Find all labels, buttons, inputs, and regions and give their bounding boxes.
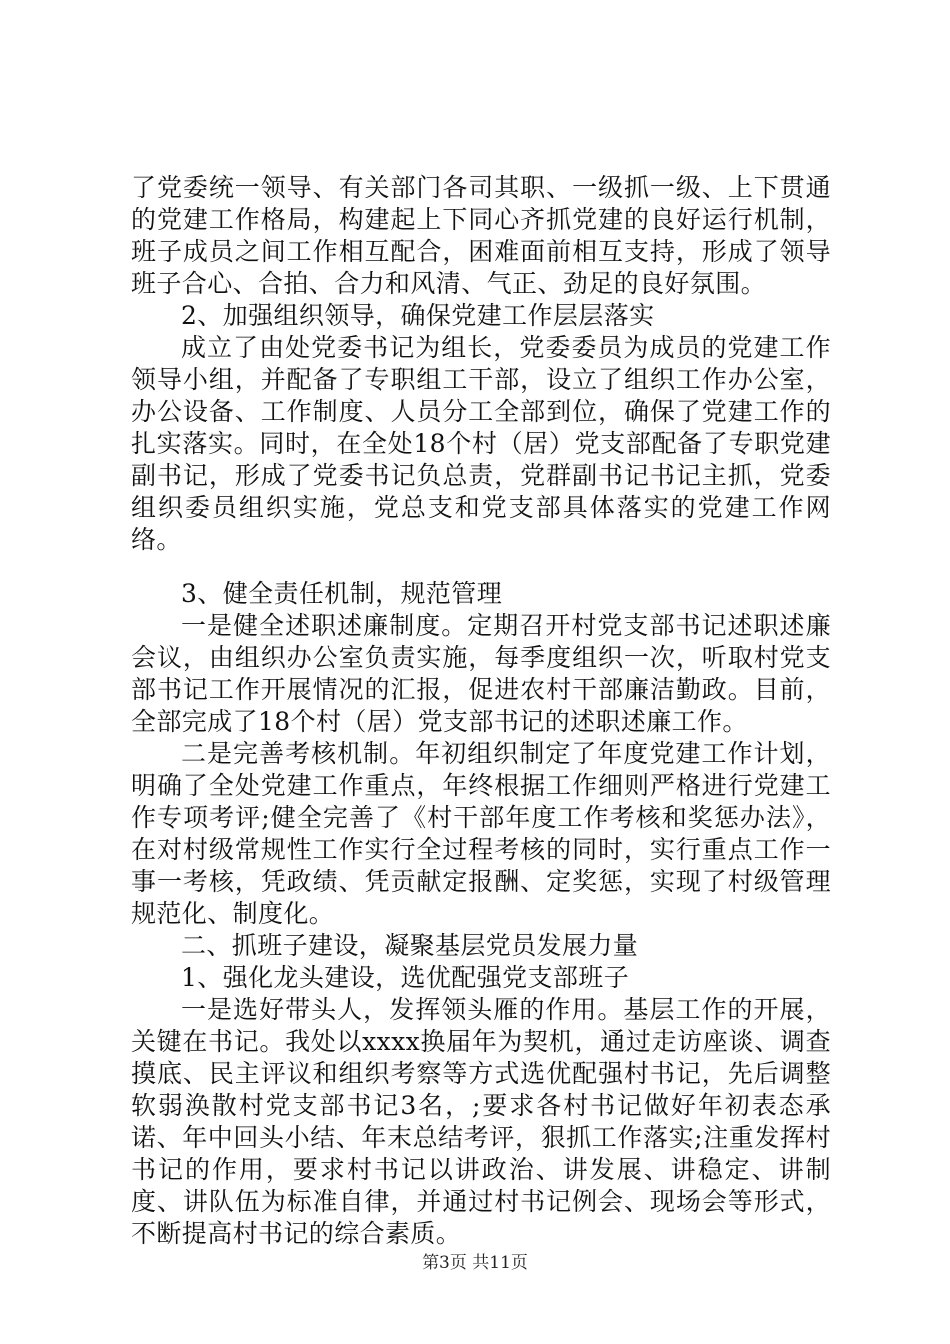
- paragraph-continuation: 了党委统一领导、有关部门各司其职、一级抓一级、上下贯通的党建工作格局，构建起上下同心齐抓党建的良好运行机制，班子成员之间工作相互配合，困难面前相互支持，形成了领导班子合心、合拍、合力和风清、气正、劲足的良好氛围。: [131, 173, 831, 298]
- paragraph-leadership-group: 成立了由处党委书记为组长，党委委员为成员的党建工作领导小组，并配备了专职组工干部，设立了组织工作办公室，办公设备、工作制度、人员分工全部到位，确保了党建工作的扎实落实。同时，在全处18个村（居）党支部配备了专职党建副书记，形成了党委书记负总责，党群副书记书记主抓，党委组织委员组织实施，党总支和党支部具体落实的党建工作网络。: [131, 333, 831, 554]
- heading-team-building: 二、抓班子建设，凝聚基层党员发展力量: [181, 931, 639, 960]
- paragraph-gap: [131, 556, 831, 578]
- paragraph-assessment-mechanism: 二是完善考核机制。年初组织制定了年度党建工作计划，明确了全处党建工作重点，年终根据工作细则严格进行党建工作专项考评;健全完善了《村干部年度工作考核和奖惩办法》，在对村级常规性工作实行全过程考核的同时，实行重点工作一事一考核，凭政绩、凭贡献定报酬、定奖惩，实现了村级管理规范化、制度化。: [131, 739, 831, 928]
- paragraph-select-leaders: 一是选好带头人，发挥领头雁的作用。基层工作的开展，关键在书记。我处以xxxx换届年为契机，通过走访座谈、调查摸底、民主评议和组织考察等方式选优配强村书记，先后调整软弱涣散村党支部书记3名，;要求各村书记做好年初表态承诺、年中回头小结、年末总结考评，狠抓工作落实;注重发挥村书记的作用，要求村书记以讲政治、讲发展、讲稳定、讲制度、讲队伍为标准自律，并通过村书记例会、现场会等形式，不断提高村书记的综合素质。: [131, 995, 831, 1248]
- document-body: [131, 172, 831, 1250]
- heading-strengthen-organization: 2、加强组织领导，确保党建工作层层落实: [181, 301, 655, 330]
- heading-strengthen-leaders: 1、强化龙头建设，选优配强党支部班子: [181, 963, 630, 992]
- page-footer: 第3页 共11页: [422, 1253, 528, 1273]
- paragraph-report-system: 一是健全述职述廉制度。定期召开村党支部书记述职述廉会议，由组织办公室负责实施，每季度组织一次，听取村党支部书记工作开展情况的汇报，促进农村干部廉洁勤政。目前，全部完成了18个村（居）党支部书记的述职述廉工作。: [131, 611, 831, 736]
- heading-responsibility-mechanism: 3、健全责任机制，规范管理: [181, 579, 503, 608]
